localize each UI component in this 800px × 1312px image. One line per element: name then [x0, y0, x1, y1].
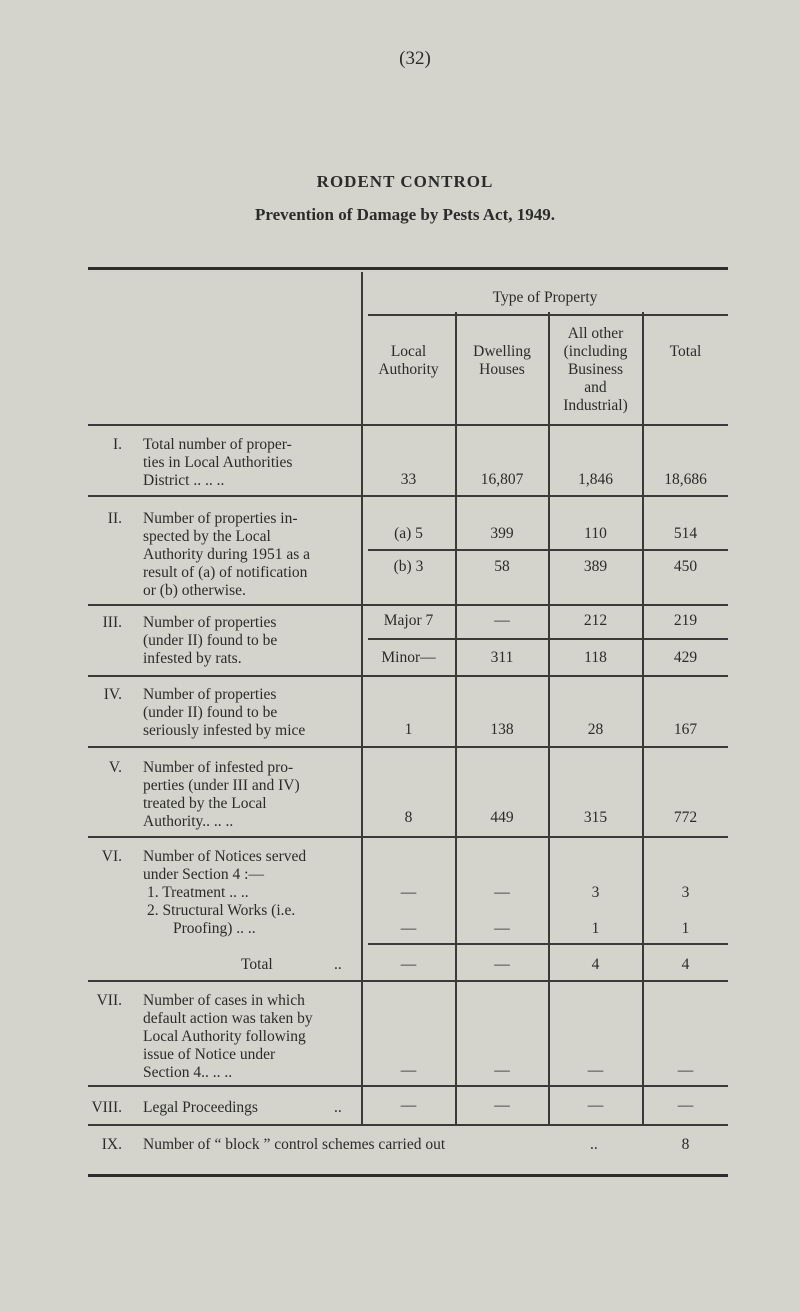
row-5-other: 315	[583, 809, 608, 826]
row-9-total: 8	[681, 1136, 690, 1153]
row-8-local: —	[400, 1097, 417, 1114]
row-5-number: V.	[108, 759, 122, 776]
header-total: Total	[669, 343, 702, 360]
bottom-rule	[88, 1174, 728, 1177]
page-number: (32)	[399, 48, 431, 69]
row-6-total-total: 4	[681, 956, 690, 973]
row-6-description: Number of Notices served under Section 4 :—	[143, 848, 307, 883]
row-8-number: VIII.	[91, 1099, 122, 1116]
row-5-description: Number of infested pro- perties (under III and IV) treated by the Local Authority.. .. ..	[143, 759, 300, 830]
row-2a-local: (a) 5	[394, 525, 423, 542]
row-8-total: —	[677, 1097, 694, 1114]
row-6-proofing-local: —	[400, 920, 417, 937]
row-7-other: —	[587, 1062, 604, 1079]
row-2b-dwelling: 58	[494, 558, 510, 575]
row-1-rule	[88, 495, 728, 497]
row-3-rule	[88, 675, 728, 677]
row-7-total: —	[677, 1062, 694, 1079]
col-divider-2	[455, 312, 457, 1126]
row-4-description: Number of properties (under II) found to be seriously infested by mice	[143, 686, 306, 739]
row-6-item-structural: 2. Structural Works (i.e.	[147, 902, 296, 919]
page-subtitle: Prevention of Damage by Pests Act, 1949.	[255, 205, 555, 224]
row-5-rule	[88, 836, 728, 838]
row-8-dots: ..	[334, 1099, 342, 1116]
row-6-total-dots: ..	[334, 956, 342, 973]
row-1-local: 33	[400, 471, 417, 488]
row-9-dots: ..	[590, 1136, 598, 1153]
row-1-dwelling: 16,807	[480, 471, 524, 488]
row-7-description: Number of cases in which default action was taken by Local Authority following issue of Notice under Section 4.. .. ..	[143, 992, 313, 1081]
row-3-description: Number of properties (under II) found to be infested by rats.	[143, 614, 278, 667]
row-3-major-dwelling: —	[494, 612, 510, 629]
row-4-local: 1	[404, 721, 413, 738]
row-6-treatment-other: 3	[591, 884, 600, 901]
row-3-minor-dwelling: 311	[490, 649, 514, 666]
row-7-local: —	[400, 1062, 417, 1079]
row-8-other: —	[587, 1097, 604, 1114]
row-2-description: Number of properties in- spected by the Local Authority during 1951 as a result of (a) of notification or (b) otherwise.	[143, 510, 311, 599]
row-3-major-total: 219	[673, 612, 698, 629]
row-3-major-other: 212	[583, 612, 608, 629]
row-2-number: II.	[107, 510, 122, 527]
row-6-number: VI.	[101, 848, 122, 865]
row-6-total-dwelling: —	[494, 956, 510, 973]
row-9-label: Number of “ block ” control schemes carried out	[143, 1136, 446, 1153]
row-3-number: III.	[102, 614, 122, 631]
row-6-proofing-other: 1	[591, 920, 600, 937]
header-rule	[368, 314, 728, 316]
row-6-treatment-total: 3	[681, 884, 690, 901]
row-6-item-proofing: Proofing) .. ..	[173, 920, 256, 937]
row-7-dwelling: —	[494, 1062, 510, 1079]
header-all-other: All other (including Business and Industrial)	[563, 325, 628, 414]
col-divider-4	[642, 312, 644, 1126]
row-6-inner-rule	[368, 943, 728, 945]
row-3-major-local: Major 7	[383, 612, 434, 629]
row-3-inner-rule	[368, 638, 728, 640]
row-8-dwelling: —	[494, 1097, 510, 1114]
row-2b-other: 389	[583, 558, 608, 575]
row-6-proofing-total: 1	[681, 920, 690, 937]
row-3-minor-other: 118	[584, 649, 607, 666]
row-4-number: IV.	[103, 686, 122, 703]
page-title: RODENT CONTROL	[316, 172, 494, 191]
row-6-treatment-dwelling: —	[494, 884, 510, 901]
row-2a-other: 110	[584, 525, 607, 542]
header-dwelling-houses: Dwelling Houses	[473, 343, 531, 378]
top-rule	[88, 267, 728, 270]
header-type-of-property: Type of Property	[492, 289, 598, 306]
row-2a-dwelling: 399	[490, 525, 514, 542]
row-2b-total: 450	[673, 558, 698, 575]
row-3-minor-total: 429	[673, 649, 698, 666]
header-local-authority: Local Authority	[378, 343, 439, 378]
row-2b-local: (b) 3	[393, 558, 424, 575]
row-7-rule	[88, 1085, 728, 1087]
header-bottom-rule	[88, 424, 728, 426]
row-4-rule	[88, 746, 728, 748]
row-6-total-other: 4	[591, 956, 600, 973]
row-1-number: I.	[112, 436, 122, 453]
col-divider-3	[548, 312, 550, 1126]
row-2a-total: 514	[673, 525, 698, 542]
row-6-treatment-local: —	[400, 884, 417, 901]
row-5-dwelling: 449	[490, 809, 514, 826]
row-7-number: VII.	[96, 992, 122, 1009]
row-9-number: IX.	[101, 1136, 122, 1153]
row-3-minor-local: Minor—	[381, 649, 436, 666]
row-6-proofing-dwelling: —	[494, 920, 510, 937]
row-1-other: 1,846	[578, 471, 613, 488]
row-4-other: 28	[587, 721, 604, 738]
row-6-total-label: Total	[241, 956, 273, 973]
row-2-rule	[88, 604, 728, 606]
row-5-local: 8	[404, 809, 413, 826]
row-6-rule	[88, 980, 728, 982]
col-divider-1	[361, 272, 363, 1126]
row-4-total: 167	[673, 721, 698, 738]
row-1-description: Total number of proper- ties in Local Authorities District .. .. ..	[143, 436, 293, 489]
row-8-label: Legal Proceedings	[143, 1099, 258, 1116]
row-4-dwelling: 138	[490, 721, 514, 738]
row-1-total: 18,686	[664, 471, 707, 488]
row-5-total: 772	[673, 809, 698, 826]
row-6-item-treatment: 1. Treatment .. ..	[147, 884, 249, 901]
row-8-rule	[88, 1124, 728, 1126]
row-6-total-local: —	[400, 956, 417, 973]
row-2-inner-rule	[368, 549, 728, 551]
